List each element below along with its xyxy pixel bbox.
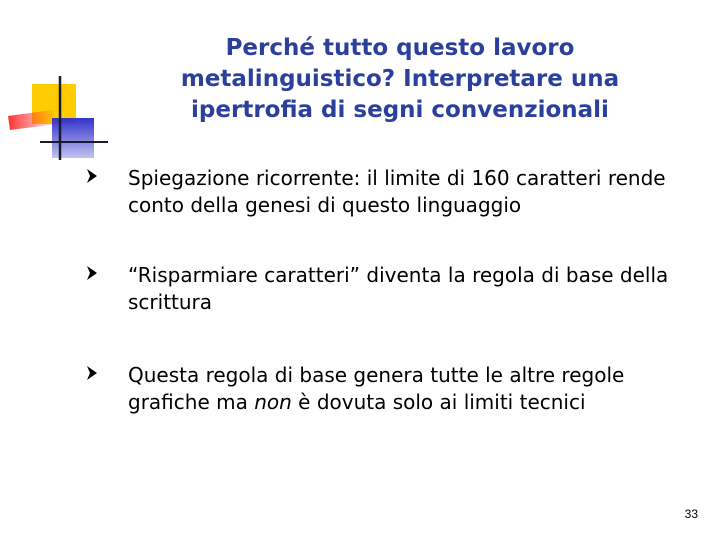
arrowhead-bullet-icon	[86, 169, 98, 183]
slide-title: Perché tutto questo lavoro metalinguistico? Interpretare una ipertrofia di segni convenzionali	[180, 35, 620, 123]
bullet-text-part: Questa regola di base genera tutte le altre regole grafiche ma	[128, 363, 625, 414]
arrowhead-bullet-icon	[86, 366, 98, 380]
bullet-text-emphasis: non	[254, 390, 292, 414]
bullet-text: Spiegazione ricorrente: il limite di 160 caratteri rende conto della genesi di questo linguaggio	[128, 166, 666, 217]
bullet-text-part: è dovuta solo ai limiti tecnici	[291, 390, 586, 414]
bullet-text: “Risparmiare caratteri” diventa la regola di base della scrittura	[128, 263, 669, 314]
bullet-text	[128, 362, 698, 416]
page-number: 33	[684, 507, 698, 521]
arrowhead-bullet-icon	[86, 266, 98, 280]
